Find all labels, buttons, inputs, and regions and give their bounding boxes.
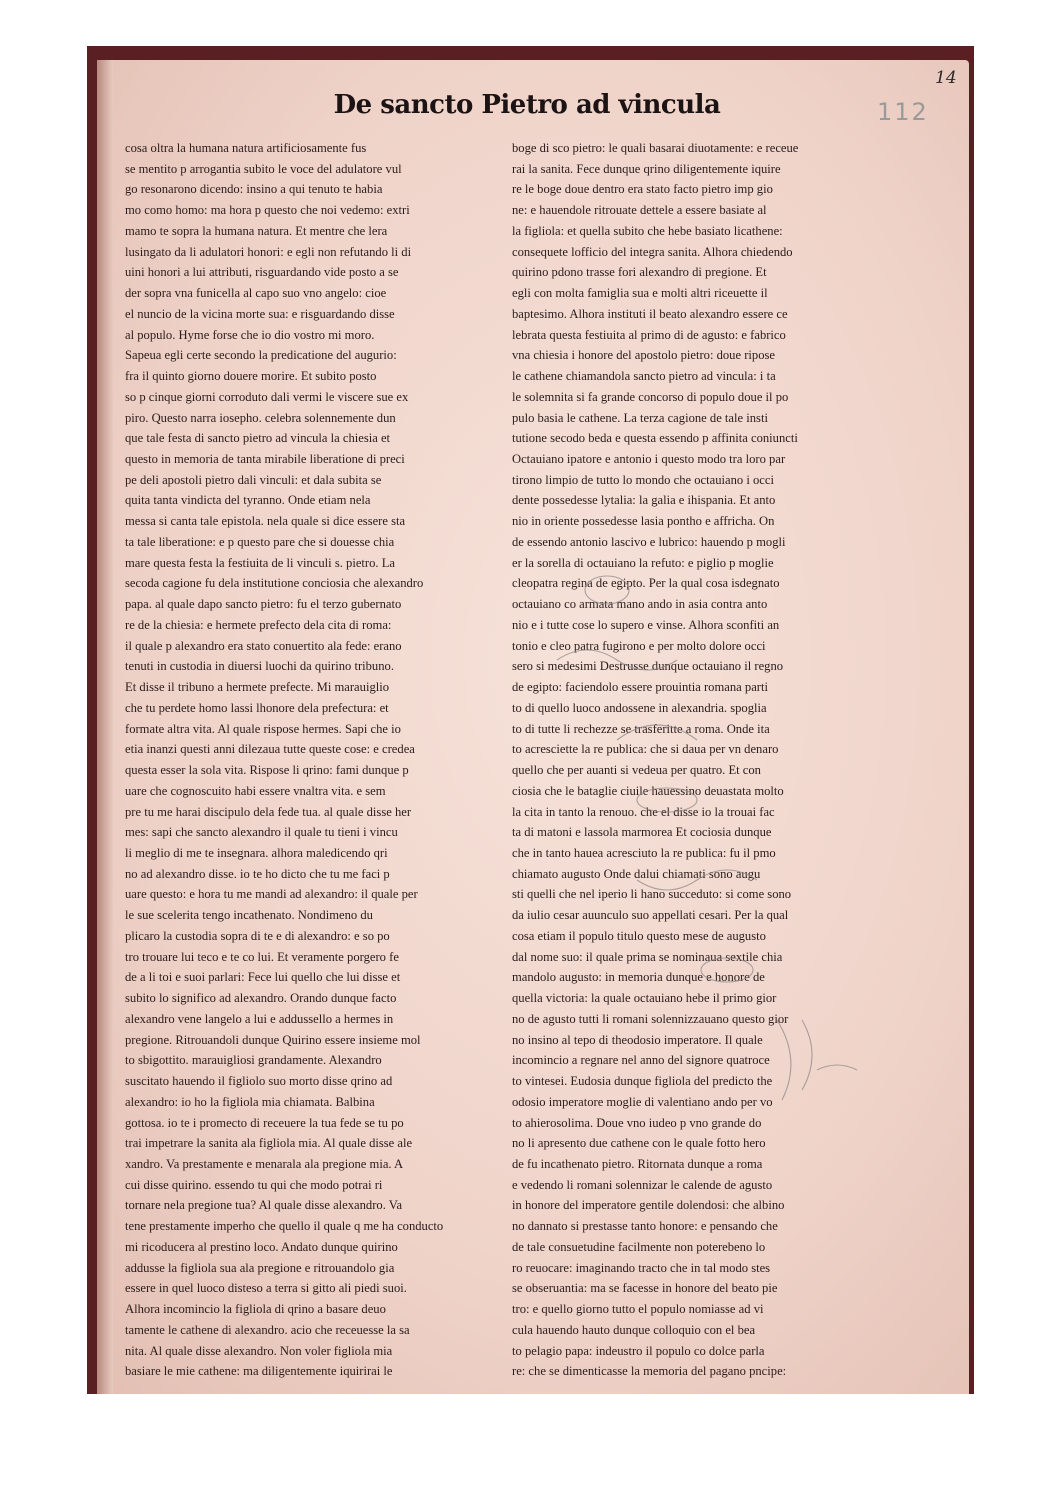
text-line: che tu perdete homo lassi lhonore dela prefectura: et bbox=[125, 700, 389, 715]
text-line: de essendo antonio lascivo e lubrico: hauendo p mogli bbox=[512, 534, 786, 549]
text-line: tonio e cleo patra fugirono e per molto dolore occi bbox=[512, 638, 766, 653]
text-line: Sapeua egli certe secondo la predicatione del augurio: bbox=[125, 348, 397, 363]
text-line: que tale festa di sancto pietro ad vincula la chiesia et bbox=[125, 431, 391, 446]
text-line: le solemnita si fa grande concorso di populo doue il po bbox=[512, 389, 789, 404]
text-line: incomincio a regnare nel anno del signore quatroce bbox=[512, 1053, 770, 1068]
text-line: no li apresento due cathene con le quale fotto hero bbox=[512, 1136, 766, 1151]
text-line: cula hauendo hauto dunque colloquio con el bea bbox=[512, 1322, 756, 1337]
text-line: addusse la figliola sua ala pregione e ritrouandolo gia bbox=[125, 1260, 395, 1275]
text-line: sero si medesimi Destrusse dunque octauiano il regno bbox=[512, 659, 784, 674]
text-line: gottosa. io te i promecto di receuere la tua fede se tu po bbox=[125, 1115, 404, 1130]
text-line: papa. al quale dapo sancto pietro: fu el terzo gubernato bbox=[125, 597, 402, 612]
text-line: ta di matoni e lassola marmorea Et cociosia dunque bbox=[512, 825, 772, 840]
text-line: vna chiesia i honore del apostolo pietro: doue ripose bbox=[512, 348, 775, 363]
text-line: le cathene chiamandola sancto pietro ad vincula: i ta bbox=[512, 369, 776, 384]
text-line: cui disse quirino. essendo tu qui che modo potrai ri bbox=[125, 1177, 383, 1192]
handwritten-foliation: 112 bbox=[877, 98, 929, 126]
text-line: cosa oltra la humana natura artificiosamente fus bbox=[125, 141, 367, 155]
text-line: to di tutte li rechezze se trasferitte a roma. Onde ita bbox=[512, 721, 770, 736]
text-line: li meglio di me te insegnara. alhora maledicendo qri bbox=[125, 845, 388, 860]
text-line: uare che cognoscuito habi essere vnaltra vita. e sem bbox=[125, 783, 386, 798]
text-line: da iulio cesar auunculo suo appellati cesari. Per la qual bbox=[512, 908, 789, 923]
text-line: il quale p alexandro era stato conuertito ala fede: erano bbox=[125, 638, 402, 653]
text-line: tamente le cathene di alexandro. acio che receuesse la sa bbox=[125, 1322, 410, 1337]
text-line: to vintesei. Eudosia dunque figliola del predicto the bbox=[512, 1074, 773, 1089]
text-line: pregione. Ritrouandoli dunque Quirino essere insieme mol bbox=[125, 1032, 421, 1047]
text-line: er la sorella di octauiano la refuto: e piglio p moglie bbox=[512, 555, 774, 570]
text-line: baptesimo. Alhora instituti il beato alexandro essere ce bbox=[512, 306, 788, 321]
text-line: piro. Questo narra iosepho. celebra solennemente dun bbox=[125, 410, 396, 425]
text-line: essere in quel luoco disteso a terra si gitto ali piedi suoi. bbox=[125, 1281, 407, 1296]
folio-number: 14 bbox=[935, 68, 957, 88]
text-line: lebrata questa festiuita al primo di de agusto: e fabrico bbox=[512, 327, 786, 342]
text-line: mes: sapi che sancto alexandro il quale tu tieni i vincu bbox=[125, 825, 398, 840]
text-line: consequete lofficio del integra sanita. Alhora chiedendo bbox=[512, 244, 793, 259]
text-line: to di quello luoco andossene in alexandria. spoglia bbox=[512, 700, 767, 715]
text-line: tro: e quello giorno tutto el populo nomiasse ad vi bbox=[512, 1302, 764, 1317]
text-line: tro trouare lui teco e te co lui. Et veramente porgero fe bbox=[125, 949, 399, 964]
text-line: chiamato augusto Onde dalui chiamati sono augu bbox=[512, 866, 761, 881]
text-line: re de la chiesia: e hermete prefecto dela cita di roma: bbox=[125, 617, 392, 632]
text-line: la cita in tanto la renouo. che el disse io la trouai fac bbox=[512, 804, 775, 819]
text-line: tene prestamente imperho che quello il quale q me ha conducto bbox=[125, 1219, 444, 1234]
text-line: egli con molta famiglia sua e molti altri riceuette il bbox=[512, 286, 768, 301]
text-line: pe deli apostoli pietro dali vinculi: et dala subita se bbox=[125, 472, 382, 487]
text-line: se obseruantia: ma se facesse in honore del beato pie bbox=[512, 1281, 778, 1296]
text-line: dal nome suo: il quale prima se nominaua sextile chia bbox=[512, 949, 783, 964]
text-line: octauiano co armata mano ando in asia contra anto bbox=[512, 597, 768, 612]
text-line: ro reuocare: imaginando tracto che in tal modo stes bbox=[512, 1260, 771, 1275]
text-line: messa si canta tale epistola. nela quale si dice essere sta bbox=[125, 514, 406, 529]
text-line: pre tu me harai discipulo dela fede tua. al quale disse her bbox=[125, 804, 412, 819]
text-line: to pelagio papa: indeustro il populo co dolce parla bbox=[512, 1343, 765, 1358]
text-line: nio e i tutte cose lo supero e vinse. Alhora sconfiti an bbox=[512, 617, 780, 632]
text-line: alexandro: io ho la figliola mia chiamata. Balbina bbox=[125, 1094, 375, 1109]
book-leaf bbox=[97, 60, 969, 1394]
binding-edge bbox=[97, 60, 113, 1394]
text-line: to sbigottito. marauigliosi grandamente. Alexandro bbox=[125, 1053, 382, 1068]
text-line: lusingato da li adulatori honori: e egli non refutando li di bbox=[125, 244, 412, 259]
text-line: Octauiano ipatore e antonio i questo modo tra loro par bbox=[512, 452, 786, 467]
text-line: e vedendo li romani solennizar le calende de agusto bbox=[512, 1177, 773, 1192]
text-line: mandolo augusto: in memoria dunque e honore de bbox=[512, 970, 765, 985]
text-line: so p cinque giorni corroduto dali vermi le viscere sue ex bbox=[125, 389, 409, 404]
text-line: mo como homo: ma hora p questo che noi vedemo: extri bbox=[125, 203, 410, 218]
text-line: no ad alexandro disse. io te ho dicto che tu me faci p bbox=[125, 866, 390, 881]
text-line: no de agusto tutti li romani solennizzauano questo gior bbox=[512, 1011, 789, 1026]
text-line: fra il quinto giorno douere morire. Et subito posto bbox=[125, 369, 377, 384]
text-line: el nuncio de la vicina morte sua: e risguardando disse bbox=[125, 306, 395, 321]
library-stamp-mark bbox=[517, 550, 877, 1110]
text-line: pulo basia le cathene. La terza cagione de tale insti bbox=[512, 410, 768, 425]
text-line: de tale consuetudine facilmente non poterebeno lo bbox=[512, 1239, 766, 1254]
text-line: al populo. Hyme forse che io dio vostro mi moro. bbox=[125, 327, 375, 342]
text-line: de egipto: faciendolo essere prouintia romana parti bbox=[512, 680, 768, 695]
text-line: le sue scelerita tengo incathenato. Nondimeno du bbox=[125, 908, 373, 923]
text-line: uare questo: e hora tu me mandi ad alexandro: il quale per bbox=[125, 887, 418, 902]
text-line: tornare nela pregione tua? Al quale disse alexandro. Va bbox=[125, 1198, 403, 1213]
text-line: sti quelli che nel iperio li hano succeduto: si come sono bbox=[512, 887, 792, 902]
book-photo bbox=[87, 46, 974, 1394]
text-line: re: che se dimenticasse la memoria del pagano pncipe: bbox=[512, 1364, 787, 1379]
text-line: de a li toi e suoi parlari: Fece lui quello che lui disse et bbox=[125, 970, 401, 985]
text-line: questa esser la sola vita. Rispose li qrino: fami dunque p bbox=[125, 763, 409, 778]
text-line: tenuti in custodia in diuersi luochi da quirino tribuno. bbox=[125, 659, 394, 674]
text-line: quella victoria: la quale octauiano hebe il primo gior bbox=[512, 991, 777, 1006]
text-line: odosio imperatore moglie di valentiano ando per vo bbox=[512, 1094, 773, 1109]
text-line: mare questa festa la festiuita de li vinculi s. pietro. La bbox=[125, 555, 395, 570]
text-line: Et disse il tribuno a hermete prefecte. Mi marauiglio bbox=[125, 680, 390, 695]
text-line: uini honori a lui attributi, risguardando vide posto a se bbox=[125, 265, 399, 280]
text-line: ta tale liberatione: e p questo pare che si douesse chia bbox=[125, 534, 395, 549]
text-line: to acresciette la re publica: che si daua per vn denaro bbox=[512, 742, 779, 757]
text-column-left bbox=[125, 138, 505, 1382]
page-heading: De sancto Pietro ad vincula bbox=[333, 90, 721, 120]
text-line: ciosia che le bataglie ciuile hauessino deuastata molto bbox=[512, 783, 784, 798]
text-line: no dannato si prestasse tanto honore: e pensando che bbox=[512, 1219, 778, 1234]
text-line: quita tanta vindicta del tyranno. Onde etiam nela bbox=[125, 493, 371, 508]
text-line: go resonarono dicendo: insino a qui tenuto te habia bbox=[125, 182, 383, 197]
text-line: questo in memoria de tanta mirabile liberatione di preci bbox=[125, 452, 405, 467]
text-line: nita. Al quale disse alexandro. Non voler figliola mia bbox=[125, 1343, 393, 1358]
text-line: der sopra vna funicella al capo suo vno angelo: cioe bbox=[125, 286, 387, 301]
text-line: Alhora incomincio la figliola di qrino a basare deuo bbox=[125, 1302, 386, 1317]
text-line: trai impetrare la sanita ala figliola mia. Al quale disse ale bbox=[125, 1136, 413, 1151]
text-line: re le boge doue dentro era stato facto pietro imp gio bbox=[512, 182, 773, 197]
text-line: mamo te sopra la humana natura. Et mentre che lera bbox=[125, 223, 388, 238]
text-line: xandro. Va prestamente e menarala ala pregione mia. A bbox=[125, 1156, 404, 1171]
text-line: in honore del imperatore gentile dolendosi: che albino bbox=[512, 1198, 785, 1213]
text-line: to ahierosolima. Doue vno iudeo p vno grande do bbox=[512, 1115, 762, 1130]
text-line: se mentito p arrogantia subito le voce del adulatore vul bbox=[125, 161, 402, 176]
text-line: cleopatra regina de egipto. Per la qual cosa isdegnato bbox=[512, 576, 780, 591]
text-line: plicaro la custodia sopra di te e di alexandro: e so po bbox=[125, 928, 390, 943]
text-line: formate altra vita. Al quale rispose hermes. Sapi che io bbox=[125, 721, 401, 736]
text-line: dente possedesse lytalia: la galia e ihispania. Et anto bbox=[512, 493, 776, 508]
text-line: tirono limpio de tutto lo mondo che octauiano i occi bbox=[512, 472, 774, 487]
text-line: boge di sco pietro: le quali basarai diuotamente: e receue bbox=[512, 141, 799, 155]
text-line: etia inanzi questi anni dilezaua tutte queste cose: e credea bbox=[125, 742, 415, 757]
text-line: la figliola: et quella subito che hebe basiato licathene: bbox=[512, 223, 783, 238]
text-line: nio in oriente possedesse lasia pontho e affricha. On bbox=[512, 514, 775, 529]
text-line: de fu incathenato pietro. Ritornata dunque a roma bbox=[512, 1156, 763, 1171]
text-line: suscitato hauendo il figliolo suo morto disse qrino ad bbox=[125, 1074, 393, 1089]
text-line: mi ricoducera al prestino loco. Andato dunque quirino bbox=[125, 1239, 398, 1254]
text-line: secoda cagione fu dela institutione conciosia che alexandro bbox=[125, 576, 424, 591]
text-line: cosa etiam il populo titulo questo mese de augusto bbox=[512, 928, 766, 943]
text-line: alexandro vene langelo a lui e addussello a hermes in bbox=[125, 1011, 394, 1026]
text-line: quirino pdono trasse fori alexandro di pregione. Et bbox=[512, 265, 767, 280]
text-line: che in tanto hauea acresciuto la re publica: fu il pmo bbox=[512, 845, 776, 860]
text-line: subito lo significo ad alexandro. Orando dunque facto bbox=[125, 991, 397, 1006]
text-line: ne: e hauendole ritrouate dettele a essere basiate al bbox=[512, 203, 767, 218]
text-line: tutione secodo beda e questa essendo p affinita coniuncti bbox=[512, 431, 798, 446]
text-line: quello che per auanti si vedeua per quatro. Et con bbox=[512, 763, 761, 778]
text-line: basiare le mie cathene: ma diligentemente iquirirai le bbox=[125, 1364, 393, 1379]
text-line: no insino al tepo di theodosio imperatore. Il quale bbox=[512, 1032, 763, 1047]
text-line: rai la sanita. Fece dunque qrino diligentemente iquire bbox=[512, 161, 781, 176]
